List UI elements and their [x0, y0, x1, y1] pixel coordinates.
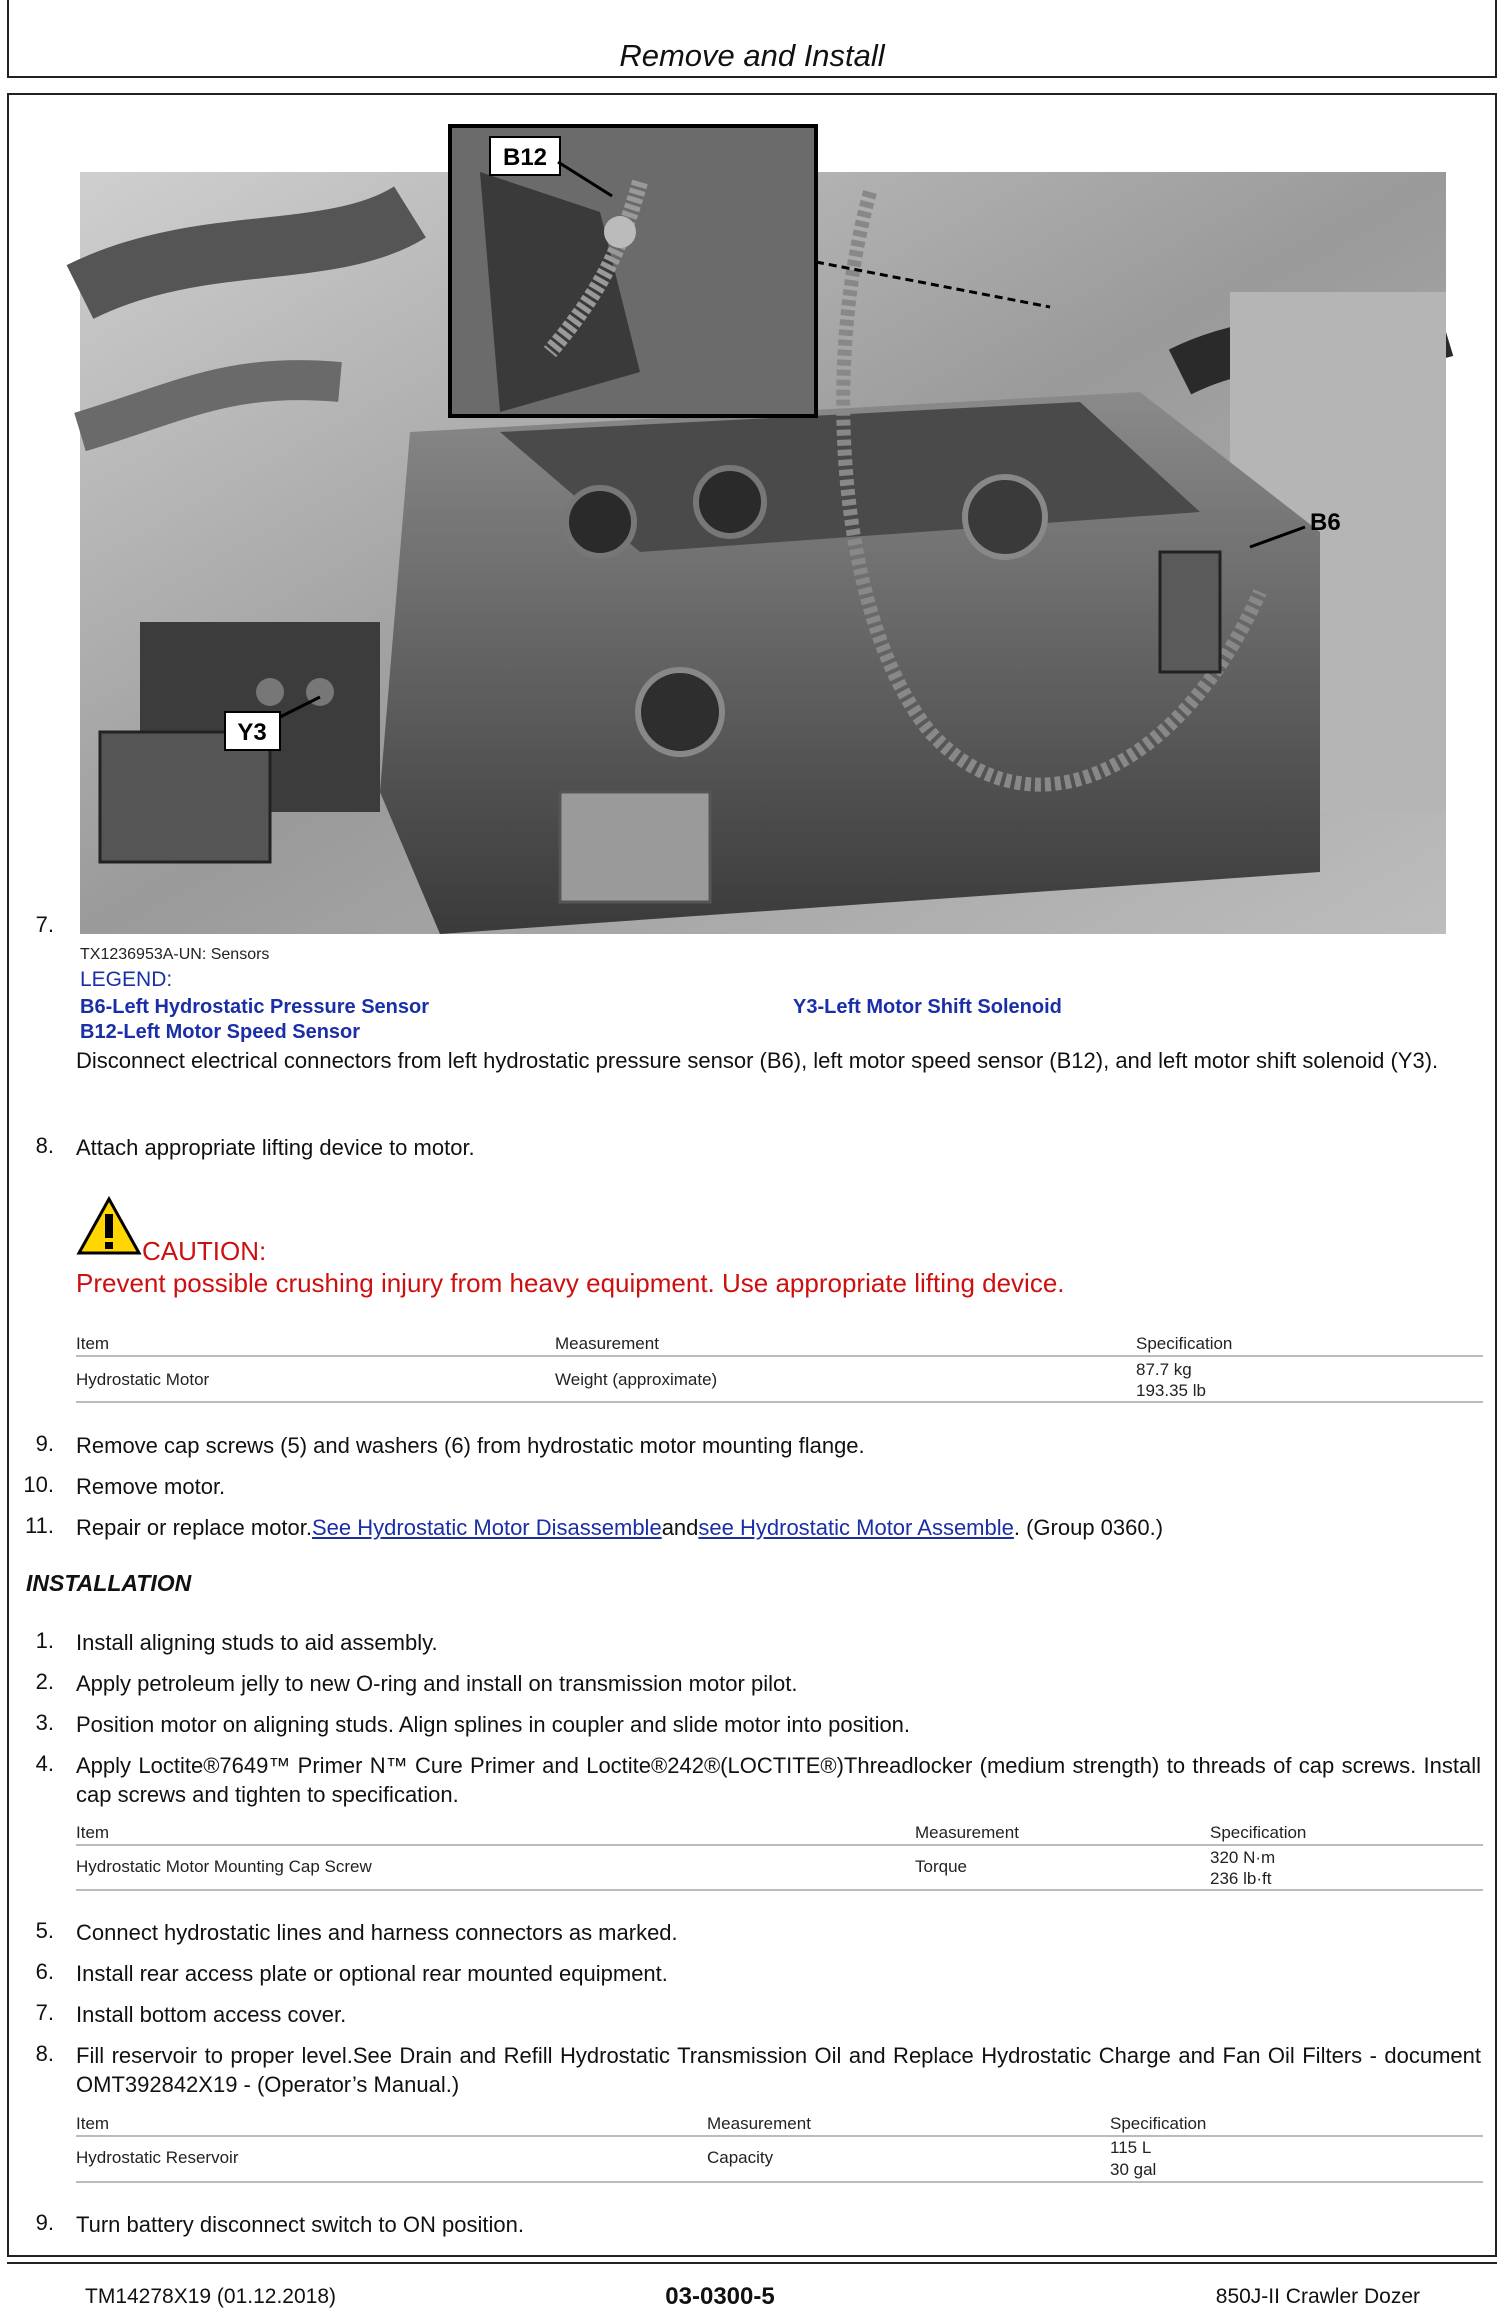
spec-cell-value-metric: 87.7 kg [1136, 1360, 1192, 1379]
link-motor-disassemble[interactable]: See Hydrostatic Motor Disassemble [312, 1515, 662, 1540]
spec-header-item: Item [76, 1334, 110, 1353]
spec-header-measurement: Measurement [915, 1823, 1019, 1842]
legend-item-b12: B12-Left Motor Speed Sensor [80, 1021, 361, 1043]
spec-header-measurement: Measurement [707, 2114, 811, 2133]
page-title: Remove and Install [619, 38, 885, 73]
step-11-suffix: . (Group 0360.) [1013, 1515, 1164, 1540]
step-number: 8. [35, 1133, 54, 1158]
step-text: Install rear access plate or optional rear mounted equipment. [76, 1961, 668, 1986]
step-number: 3. [35, 1710, 54, 1735]
footer-machine-name: 850J-II Crawler Dozer [1215, 2285, 1420, 2308]
spec-cell-item: Hydrostatic Motor [76, 1370, 210, 1389]
spec-header-specification: Specification [1210, 1823, 1307, 1842]
callout-b6: B6 [1310, 509, 1341, 536]
spec-cell-value-imperial: 193.35 lb [1136, 1381, 1206, 1400]
footer-rule [7, 2262, 1497, 2264]
spec-cell-value-imperial: 30 gal [1110, 2160, 1157, 2179]
spec-cell-measurement: Weight (approximate) [555, 1370, 718, 1389]
warning-triangle-icon [76, 1196, 142, 1256]
step-text: Install bottom access cover. [76, 2002, 347, 2027]
figure-caption: TX1236953A-UN: Sensors [80, 946, 270, 963]
step-text: Install aligning studs to aid assembly. [76, 1630, 438, 1655]
step-text: Remove motor. [76, 1474, 226, 1499]
spec-header-measurement: Measurement [555, 1334, 659, 1353]
step-text: Remove cap screws (5) and washers (6) from hydrostatic motor mounting flange. [76, 1433, 865, 1458]
spec-cell-value-imperial: 236 lb·ft [1210, 1869, 1272, 1888]
step-number: 11. [25, 1513, 54, 1538]
step-number: 7. [35, 912, 54, 937]
spec-cell-value-metric: 115 L [1110, 2138, 1152, 2157]
table-rule [76, 1355, 1483, 1357]
legend-item-b6: B6-Left Hydrostatic Pressure Sensor [80, 996, 430, 1018]
step-number: 1. [35, 1628, 54, 1653]
table-rule [76, 2181, 1483, 2183]
table-rule [76, 2135, 1483, 2137]
spec-cell-item: Hydrostatic Motor Mounting Cap Screw [76, 1857, 372, 1876]
spec-cell-item: Hydrostatic Reservoir [76, 2148, 239, 2167]
step-number: 4. [35, 1751, 54, 1776]
spec-header-item: Item [76, 1823, 110, 1842]
spec-cell-measurement: Torque [915, 1857, 967, 1876]
legend-item-y3: Y3-Left Motor Shift Solenoid [793, 996, 1062, 1018]
sensors-photo [80, 144, 1446, 934]
spec-cell-value-metric: 320 N·m [1210, 1848, 1276, 1867]
step-text: Apply Loctite®7649™ Primer N™ Cure Primer and Loctite®242®(LOCTITE®)Threadlocker (medium strength) to threads of cap screws. Install cap screws and tighten to specification. [76, 1753, 1481, 1807]
spec-header-specification: Specification [1110, 2114, 1207, 2133]
spec-cell-measurement: Capacity [707, 2148, 774, 2167]
table-rule [76, 1844, 1483, 1846]
footer-page-number: 03-0300-5 [665, 2283, 775, 2310]
spec-header-item: Item [76, 2114, 110, 2133]
step-text: Turn battery disconnect switch to ON position. [76, 2212, 524, 2237]
step-text: Position motor on aligning studs. Align splines in coupler and slide motor into position. [76, 1712, 911, 1737]
step-number: 8. [35, 2041, 54, 2066]
step-number: 9. [35, 2210, 54, 2235]
step-text: Attach appropriate lifting device to motor. [76, 1135, 475, 1160]
step-number: 7. [35, 2000, 54, 2025]
step-11-text [76, 1513, 1481, 1542]
step-number: 2. [35, 1669, 54, 1694]
step-11-mid: and [661, 1515, 699, 1540]
step-text: Apply petroleum jelly to new O-ring and install on transmission motor pilot. [76, 1671, 798, 1696]
step-text: Fill reservoir to proper level.See Drain and Refill Hydrostatic Transmission Oil and Replace Hydrostatic Charge and Fan Oil Filters - document OMT392842X19 - (Operator’s Manual.) [76, 2043, 1481, 2097]
step-number: 9. [35, 1431, 54, 1456]
installation-heading: INSTALLATION [26, 1570, 192, 1596]
spec-header-specification: Specification [1136, 1334, 1233, 1353]
callout-b12: B12 [502, 144, 548, 171]
table-rule [76, 1401, 1483, 1403]
caution-title: CAUTION: [142, 1236, 267, 1266]
footer-doc-id: TM14278X19 (01.12.2018) [85, 2285, 337, 2308]
callout-y3: Y3 [237, 719, 267, 746]
legend-title: LEGEND: [80, 968, 173, 991]
step-text: Disconnect electrical connectors from left hydrostatic pressure sensor (B6), left motor speed sensor (B12), and left motor shift solenoid (Y3). [76, 1048, 1439, 1073]
step-number: 10. [23, 1472, 54, 1497]
caution-text: Prevent possible crushing injury from heavy equipment. Use appropriate lifting device. [76, 1268, 1065, 1298]
table-rule [76, 1889, 1483, 1891]
link-motor-assemble[interactable]: see Hydrostatic Motor Assemble [698, 1515, 1014, 1540]
step-11-prefix: Repair or replace motor. [76, 1515, 312, 1540]
step-number: 6. [35, 1959, 54, 1984]
step-text: Connect hydrostatic lines and harness connectors as marked. [76, 1920, 678, 1945]
step-number: 5. [35, 1918, 54, 1943]
